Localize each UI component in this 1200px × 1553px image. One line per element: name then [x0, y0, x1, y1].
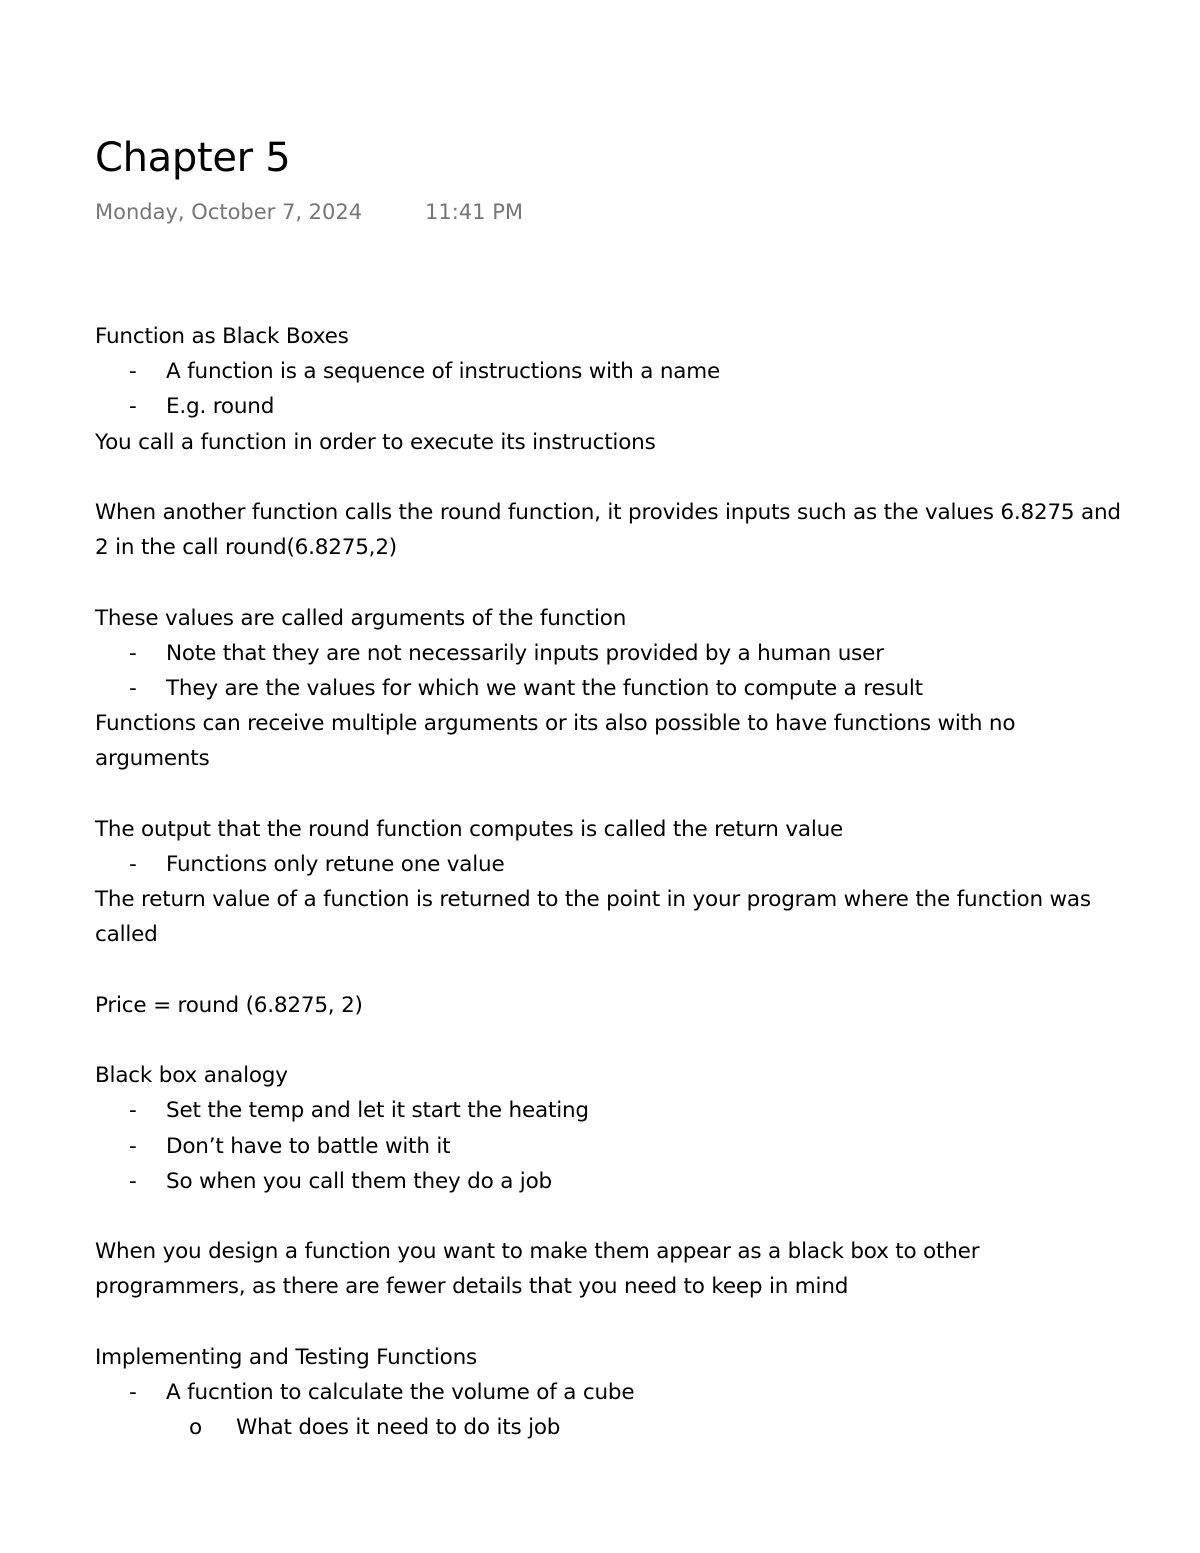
blank-line — [95, 460, 1125, 495]
blank-line — [95, 1023, 1125, 1058]
list-item-text: A function is a sequence of instructions with a name — [166, 359, 720, 385]
paragraph: When you design a function you want to make them appear as a black box to other programmers, as there are fewer details that you need to keep in mind — [95, 1239, 986, 1300]
list-item-text: Note that they are not necessarily inputs provided by a human user — [166, 640, 884, 666]
paragraph: The output that the round function computes is called the return value — [95, 816, 844, 842]
list-item-text: E.g. round — [166, 394, 275, 420]
paragraph: These values are called arguments of the function — [95, 605, 627, 631]
note-page — [95, 132, 1128, 1445]
section-heading: Implementing and Testing Functions — [95, 1344, 477, 1370]
bullet-dash: - — [129, 359, 137, 385]
list-item — [95, 671, 1125, 706]
section-heading: Black box analogy — [95, 1063, 288, 1089]
note-time: 11:41 PM — [425, 200, 523, 224]
bullet-dash: - — [129, 640, 137, 666]
note-date: Monday, October 7, 2024 — [95, 200, 363, 224]
list-item — [95, 847, 1125, 882]
page-title: Chapter 5 — [95, 135, 291, 181]
section-heading: Function as Black Boxes — [95, 324, 349, 349]
list-item-text: Functions only retune one value — [166, 852, 505, 877]
list-item — [95, 1129, 1125, 1164]
bullet-dash: - — [129, 1133, 137, 1159]
blank-line — [95, 953, 1125, 988]
code-line: Price = round (6.8275, 2) — [95, 992, 363, 1018]
list-item — [95, 354, 1125, 389]
paragraph: You call a function in order to execute its instructions — [95, 429, 656, 455]
paragraph: Functions can receive multiple arguments or its also possible to have functions with no arguments — [95, 711, 1022, 772]
paragraph: When another function calls the round function, it provides inputs such as the values 6.8275 and 2 in the call round(6.8275,2) — [95, 500, 1128, 561]
list-item-text: Set the temp and let it start the heating — [166, 1098, 589, 1124]
list-item-text: A fucntion to calculate the volume of a cube — [166, 1379, 635, 1405]
list-item — [95, 1164, 1125, 1199]
list-item — [95, 1093, 1125, 1128]
bullet-circle: o — [189, 1415, 202, 1441]
bullet-dash: - — [129, 1379, 137, 1405]
blank-line — [95, 1199, 1125, 1234]
bullet-dash: - — [129, 1098, 137, 1124]
bullet-dash: - — [129, 394, 137, 420]
blank-line — [95, 565, 1125, 600]
note-timestamp — [95, 198, 1125, 226]
list-item-text: So when you call them they do a job — [166, 1168, 552, 1194]
bullet-dash: - — [129, 676, 137, 701]
blank-line — [95, 1305, 1125, 1340]
list-item — [95, 636, 1125, 671]
bullet-dash: - — [129, 1168, 137, 1194]
blank-line — [95, 777, 1125, 812]
bullet-dash: - — [129, 852, 137, 877]
note-body — [95, 319, 1128, 1445]
list-item — [95, 1375, 1125, 1410]
sub-list-item-text: What does it need to do its job — [236, 1415, 561, 1441]
sub-list-item — [95, 1410, 1125, 1445]
list-item — [95, 389, 1125, 424]
list-item-text: They are the values for which we want the function to compute a result — [166, 676, 923, 701]
paragraph: The return value of a function is returned to the point in your program where the function was called — [95, 887, 1098, 948]
list-item-text: Don’t have to battle with it — [166, 1133, 451, 1159]
